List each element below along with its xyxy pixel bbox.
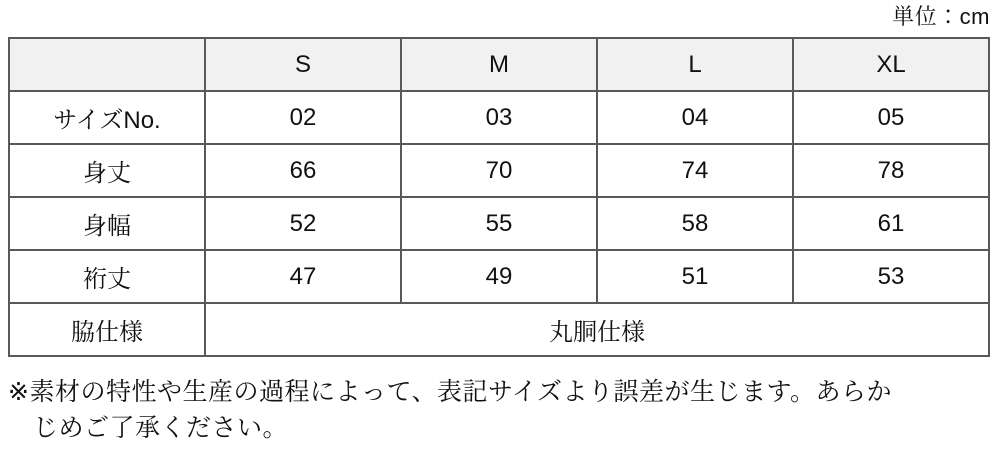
- size-value-cell: 05: [793, 91, 989, 144]
- table-header-row: [9, 38, 989, 91]
- size-value-cell: 03: [401, 91, 597, 144]
- row-label: サイズNo.: [9, 91, 205, 144]
- table-row-side-spec: [9, 303, 989, 356]
- size-value-cell: 70: [401, 144, 597, 197]
- table-row-body-length: [9, 144, 989, 197]
- row-label: 裄丈: [9, 250, 205, 303]
- col-header-l: L: [597, 38, 793, 91]
- disclaimer-note: [8, 374, 992, 446]
- col-header-s: S: [205, 38, 401, 91]
- size-value-cell: 53: [793, 250, 989, 303]
- size-value-cell: 47: [205, 250, 401, 303]
- unit-label: 単位：cm: [892, 4, 990, 29]
- note-line: ※素材の特性や生産の過程によって、表記サイズより誤差が生じます。あらか: [8, 378, 892, 406]
- size-table: [8, 37, 990, 357]
- size-value-cell: 52: [205, 197, 401, 250]
- col-header-xl: XL: [793, 38, 989, 91]
- note-line: じめご了承ください。: [33, 414, 289, 442]
- table-row-size-no: [9, 91, 989, 144]
- row-label: 脇仕様: [9, 303, 205, 356]
- size-value-cell: 55: [401, 197, 597, 250]
- row-label: 身幅: [9, 197, 205, 250]
- table-row-body-width: [9, 197, 989, 250]
- row-label: 身丈: [9, 144, 205, 197]
- col-header-m: M: [401, 38, 597, 91]
- size-value-cell: 02: [205, 91, 401, 144]
- size-value-cell: 51: [597, 250, 793, 303]
- table-row-sleeve-length: [9, 250, 989, 303]
- size-value-cell: 58: [597, 197, 793, 250]
- size-value-cell: 74: [597, 144, 793, 197]
- size-value-cell: 04: [597, 91, 793, 144]
- size-value-cell: 61: [793, 197, 989, 250]
- col-header-empty: [9, 38, 205, 91]
- size-value-cell: 66: [205, 144, 401, 197]
- size-value-cell: 49: [401, 250, 597, 303]
- merged-value-cell: 丸胴仕様: [205, 303, 989, 356]
- size-value-cell: 78: [793, 144, 989, 197]
